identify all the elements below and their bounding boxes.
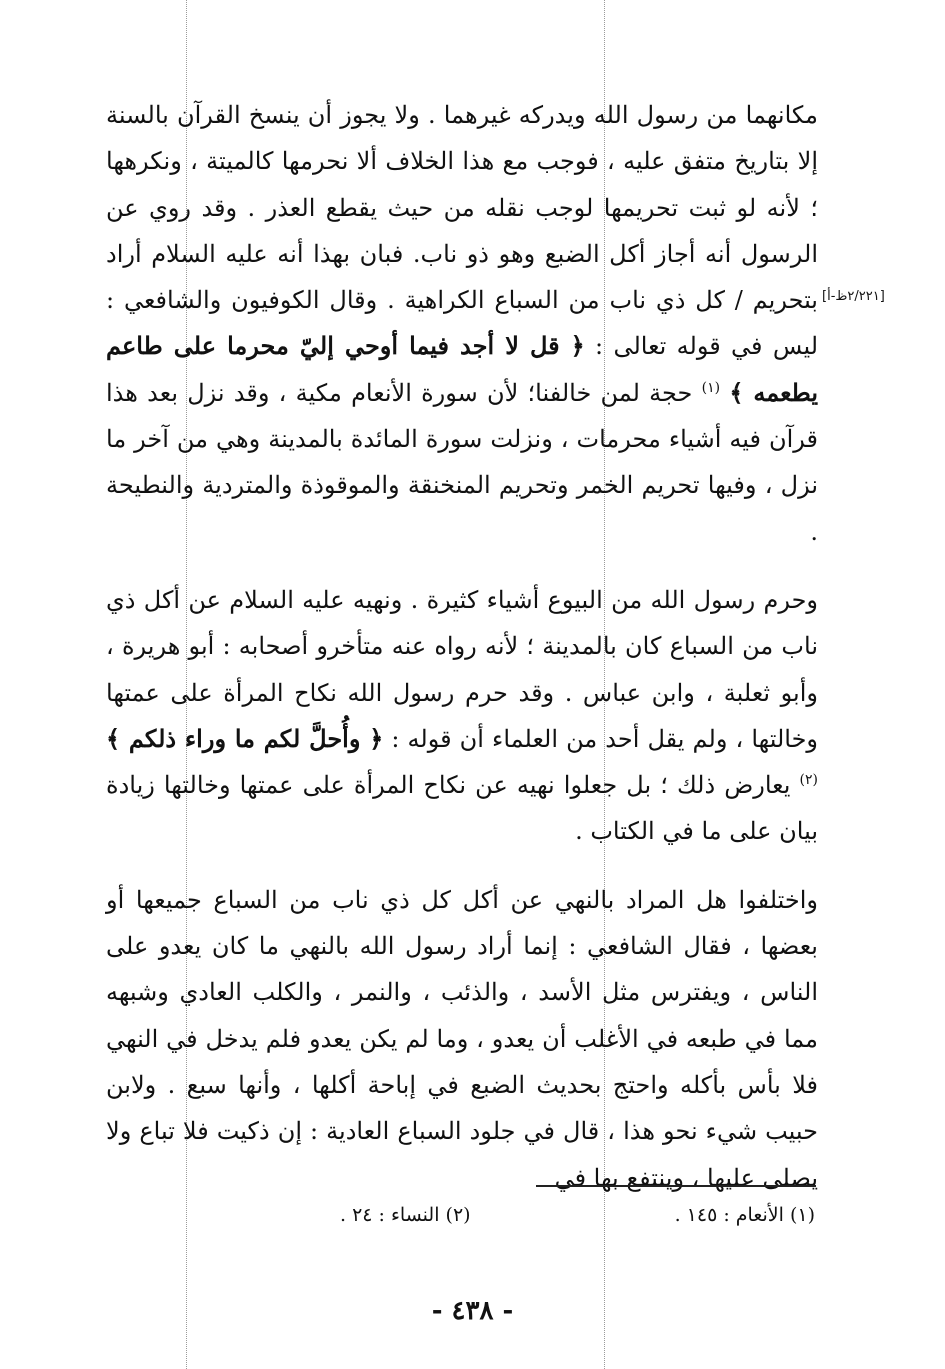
footnote-2: (٢) النساء : ٢٤ .: [340, 1204, 471, 1226]
main-text: [106, 92, 818, 1201]
paragraph-3: [106, 877, 818, 1201]
footnote-marker: (٢): [799, 772, 818, 789]
footnote-divider: [536, 1185, 816, 1187]
paragraph-2: [106, 577, 818, 855]
text-run: واختلفوا هل المراد بالنهي عن أكل كل ذي ناب من السباع جميعها أو بعضها ، فقال الشافعي : إنما أراد رسول الله بالنهي ما كان يعدو على الناس ، ويفترس مثل الأسد ، والذئب ، والنمر ، والكلب العادي وشبهه مما في طبعه في الأغلب أن يعدو ، وما لم يكن يعدو فلم يدخل في النهي فلا بأس بأكله واحتج بحديث الضبع في إباحة أكلها ، وأنها سبع . ولابن حبيب شيء نحو هذا ، قال في جلود السباع العادية : إن ذكيت فلا تباع ولا يصلى عليها ، وينتفع بها في: [106, 885, 818, 1192]
text-run: مكانهما من رسول الله ويدركه غيرهما . ولا يجوز أن ينسخ القرآن بالسنة إلا بتاريخ متفق عليه ، فوجب مع هذا الخلاف ألا نحرمها كالميتة ، ونكرهها ؛ لأنه لو ثبت تحريمها لوجب نقله من حيث يقطع العذر . وقد روي عن الرسول أنه أجاز أكل الضبع وهو ذو ناب. فبان بهذا أنه عليه السلام أراد بتحريم / كل ذي ناب من السباع الكراهية . وقال الكوفيون والشافعي : ليس في قوله تعالى :: [106, 101, 819, 361]
margin-manuscript-reference: [٢/٢٢١ظ-أ]: [822, 289, 885, 304]
text-run: يعارض ذلك ؛ بل جعلوا نهيه عن نكاح المرأة على عمتها وخالتها زيادة بيان على ما في الكتاب .: [106, 771, 818, 846]
text-run: حجة لمن خالفنا؛ لأن سورة الأنعام مكية ، وقد نزل بعد هذا قرآن فيه أشياء محرمات ، ونزلت سورة المائدة بالمدينة وهي من آخر ما نزل ، وفيها تحريم الخمر وتحريم المنخنقة والموقوذة والمتردية والنطيحة .: [106, 378, 818, 546]
text-run: وحرم رسول الله من البيوع أشياء كثيرة . ونهيه عليه السلام عن أكل ذي ناب من السباع كان بالمدينة ؛ لأنه رواه عنه متأخرو أصحابه : أبو هريرة ، وأبو ثعلبة ، وابن عباس . وقد حرم رسول الله نكاح المرأة على عمتها وخالتها ، ولم يقل أحد من العلماء أن قوله :: [106, 585, 818, 753]
footnote-1: (١) الأنعام : ١٤٥ .: [674, 1204, 815, 1226]
page-number: - ٤٣٨ -: [431, 1296, 514, 1326]
footnotes: [340, 1204, 815, 1226]
paragraph-1: [106, 92, 818, 555]
quran-quote: ﴿ وأُحلَّ لكم ما وراء ذلكم ﴾: [106, 723, 384, 753]
quran-quote: ﴿ قل لا أجد فيما أوحي إليّ محرما على طاعم يطعمه ﴾: [106, 331, 819, 407]
text-run: [720, 379, 729, 407]
footnote-marker: (١): [701, 379, 721, 396]
